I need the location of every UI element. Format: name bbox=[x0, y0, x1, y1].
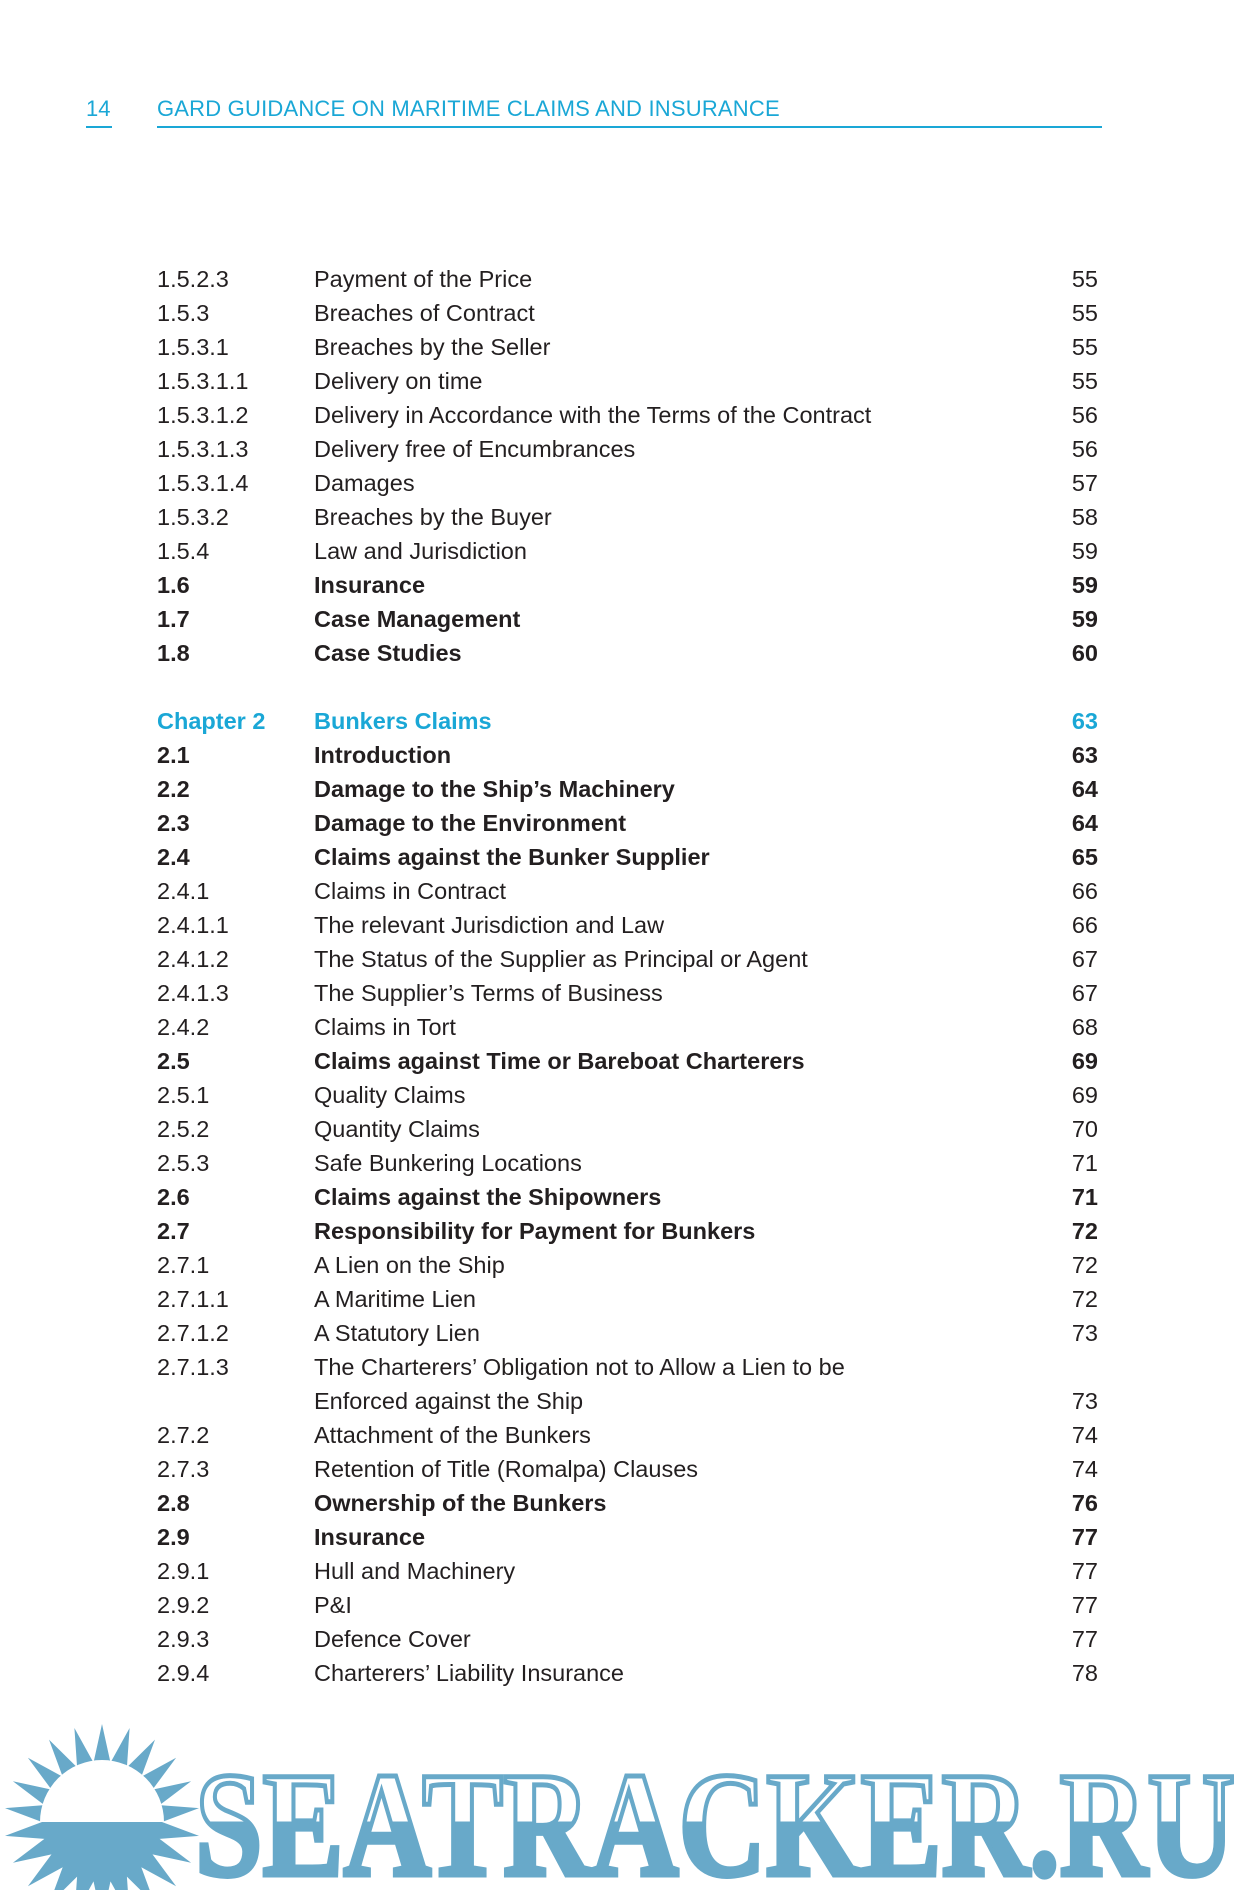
entry-number: 2.7.1 bbox=[157, 1252, 210, 1278]
entry-title: Law and Jurisdiction bbox=[314, 538, 527, 564]
entry-page: 70 bbox=[1071, 1116, 1098, 1142]
entry-page: 66 bbox=[1071, 912, 1098, 938]
toc-entry[interactable] bbox=[157, 1282, 1098, 1316]
entry-page: 78 bbox=[1071, 1660, 1098, 1686]
toc-entry[interactable] bbox=[157, 1112, 1098, 1146]
entry-page: 71 bbox=[1071, 1150, 1098, 1176]
entry-number: 1.5.3.1.4 bbox=[157, 470, 249, 496]
entry-page: 77 bbox=[1071, 1626, 1098, 1652]
entry-page: 60 bbox=[1071, 640, 1098, 666]
toc-entry[interactable] bbox=[157, 908, 1098, 942]
entry-page: 77 bbox=[1071, 1592, 1098, 1618]
entry-title: Payment of the Price bbox=[314, 266, 533, 292]
section-gap bbox=[157, 670, 1098, 704]
entry-title: Insurance bbox=[314, 1524, 426, 1550]
entry-number: 2.5.2 bbox=[157, 1116, 210, 1142]
entry-title: Defence Cover bbox=[314, 1626, 471, 1652]
toc-entry[interactable] bbox=[157, 1214, 1098, 1248]
toc-entry[interactable] bbox=[157, 1554, 1098, 1588]
entry-title: Delivery in Accordance with the Terms of the Contract bbox=[314, 402, 872, 428]
toc-entry[interactable] bbox=[157, 262, 1098, 296]
entry-page: 64 bbox=[1071, 776, 1098, 802]
chapter-page: 63 bbox=[1071, 708, 1098, 734]
entry-number: 1.7 bbox=[157, 606, 190, 632]
entry-title: Claims against Time or Bareboat Charterers bbox=[314, 1048, 805, 1074]
entry-title: Case Management bbox=[314, 606, 521, 632]
entry-number: 2.4.1.2 bbox=[157, 946, 229, 972]
entry-number: 2.9.4 bbox=[157, 1660, 210, 1686]
entry-number: 2.4.1 bbox=[157, 878, 210, 904]
entry-title: A Lien on the Ship bbox=[314, 1252, 505, 1278]
entry-number: 2.6 bbox=[157, 1184, 190, 1210]
entry-number: 2.7.1.1 bbox=[157, 1286, 229, 1312]
entry-number: 2.1 bbox=[157, 742, 190, 768]
entry-number: 2.5.1 bbox=[157, 1082, 210, 1108]
entry-page: 63 bbox=[1071, 742, 1098, 768]
entry-title: Delivery free of Encumbrances bbox=[314, 436, 636, 462]
entry-title: A Statutory Lien bbox=[314, 1320, 480, 1346]
entry-page: 68 bbox=[1071, 1014, 1098, 1040]
entry-page: 69 bbox=[1071, 1082, 1098, 1108]
entry-page: 57 bbox=[1071, 470, 1098, 496]
entry-page: 71 bbox=[1071, 1184, 1098, 1210]
entry-title: Quantity Claims bbox=[314, 1116, 480, 1142]
entry-number: 2.4.1.1 bbox=[157, 912, 229, 938]
entry-number: 1.5.3.1.1 bbox=[157, 368, 249, 394]
entry-number: 2.7.2 bbox=[157, 1422, 210, 1448]
toc-entry[interactable] bbox=[157, 1452, 1098, 1486]
entry-number: 1.8 bbox=[157, 640, 190, 666]
entry-title: Breaches by the Seller bbox=[314, 334, 551, 360]
table-of-contents bbox=[157, 262, 1098, 1690]
toc-entry[interactable] bbox=[157, 602, 1098, 636]
toc-entry[interactable] bbox=[157, 1078, 1098, 1112]
entry-title: Responsibility for Payment for Bunkers bbox=[314, 1218, 756, 1244]
chapter-heading[interactable] bbox=[157, 704, 1098, 738]
entry-title: Insurance bbox=[314, 572, 426, 598]
entry-title: The relevant Jurisdiction and Law bbox=[314, 912, 665, 938]
toc-entry[interactable] bbox=[157, 1248, 1098, 1282]
entry-title: Claims in Tort bbox=[314, 1014, 456, 1040]
toc-entry[interactable] bbox=[157, 942, 1098, 976]
entry-page: 72 bbox=[1071, 1218, 1098, 1244]
entry-title: Ownership of the Bunkers bbox=[314, 1490, 607, 1516]
toc-entry[interactable] bbox=[157, 466, 1098, 500]
entry-title: Damage to the Environment bbox=[314, 810, 627, 836]
entry-page: 59 bbox=[1071, 606, 1098, 632]
entry-page: 55 bbox=[1071, 334, 1098, 360]
entry-page: 74 bbox=[1071, 1456, 1098, 1482]
entry-page: 73 bbox=[1071, 1388, 1098, 1414]
entry-title: Damages bbox=[314, 470, 415, 496]
entry-title: The Supplier’s Terms of Business bbox=[314, 980, 663, 1006]
toc-entry[interactable] bbox=[157, 1010, 1098, 1044]
entry-number: 2.4 bbox=[157, 844, 190, 870]
entry-title: Introduction bbox=[314, 742, 452, 768]
entry-page: 59 bbox=[1071, 572, 1098, 598]
entry-page: 66 bbox=[1071, 878, 1098, 904]
entry-page: 72 bbox=[1071, 1252, 1098, 1278]
entry-number: 2.5.3 bbox=[157, 1150, 210, 1176]
entry-page: 64 bbox=[1071, 810, 1098, 836]
entry-page: 55 bbox=[1071, 300, 1098, 326]
toc-section-chapter-2 bbox=[157, 738, 1098, 1690]
toc-entry[interactable] bbox=[157, 772, 1098, 806]
entry-title: A Maritime Lien bbox=[314, 1286, 476, 1312]
entry-title: Hull and Machinery bbox=[314, 1558, 516, 1584]
toc-entry[interactable] bbox=[157, 1520, 1098, 1554]
entry-number: 2.9.2 bbox=[157, 1592, 210, 1618]
entry-title: Quality Claims bbox=[314, 1082, 466, 1108]
entry-title: Damage to the Ship’s Machinery bbox=[314, 776, 675, 802]
toc-entry[interactable] bbox=[157, 874, 1098, 908]
toc-entry[interactable] bbox=[157, 806, 1098, 840]
page-number-underline bbox=[86, 126, 112, 128]
entry-page: 55 bbox=[1071, 266, 1098, 292]
entry-number: 1.5.3.1 bbox=[157, 334, 229, 360]
entry-title: Breaches by the Buyer bbox=[314, 504, 552, 530]
entry-title: Safe Bunkering Locations bbox=[314, 1150, 582, 1176]
entry-title: Enforced against the Ship bbox=[314, 1388, 584, 1414]
toc-entry[interactable] bbox=[157, 330, 1098, 364]
toc-entry[interactable] bbox=[157, 1622, 1098, 1656]
entry-title: Delivery on time bbox=[314, 368, 483, 394]
entry-number: 2.3 bbox=[157, 810, 190, 836]
toc-entry[interactable] bbox=[157, 1588, 1098, 1622]
seatracker-watermark bbox=[0, 1710, 1260, 1890]
toc-entry[interactable] bbox=[157, 534, 1098, 568]
toc-entry[interactable] bbox=[157, 1350, 1098, 1384]
toc-entry[interactable] bbox=[157, 1418, 1098, 1452]
entry-page: 56 bbox=[1071, 402, 1098, 428]
entry-page: 59 bbox=[1071, 538, 1098, 564]
entry-number: 2.9 bbox=[157, 1524, 190, 1550]
entry-number: 2.7 bbox=[157, 1218, 190, 1244]
toc-entry[interactable] bbox=[157, 1146, 1098, 1180]
entry-number: 2.7.1.3 bbox=[157, 1354, 229, 1380]
toc-entry[interactable] bbox=[157, 1180, 1098, 1214]
entry-page: 72 bbox=[1071, 1286, 1098, 1312]
entry-number: 2.9.3 bbox=[157, 1626, 210, 1652]
entry-number: 1.6 bbox=[157, 572, 190, 598]
entry-number: 1.5.3.1.2 bbox=[157, 402, 249, 428]
toc-entry[interactable] bbox=[157, 1486, 1098, 1520]
toc-entry[interactable] bbox=[157, 636, 1098, 670]
toc-entry[interactable] bbox=[157, 296, 1098, 330]
entry-page: 65 bbox=[1071, 844, 1098, 870]
entry-title: Attachment of the Bunkers bbox=[314, 1422, 591, 1448]
chapter-title: Bunkers Claims bbox=[314, 708, 492, 734]
entry-number: 1.5.4 bbox=[157, 538, 210, 564]
toc-entry[interactable] bbox=[157, 398, 1098, 432]
entry-number: 1.5.3 bbox=[157, 300, 210, 326]
running-header-title: GARD GUIDANCE ON MARITIME CLAIMS AND INSURANCE bbox=[157, 96, 780, 121]
entry-page: 74 bbox=[1071, 1422, 1098, 1448]
toc-entry[interactable] bbox=[157, 840, 1098, 874]
entry-number: 2.4.2 bbox=[157, 1014, 210, 1040]
toc-entry[interactable] bbox=[157, 432, 1098, 466]
entry-title: Breaches of Contract bbox=[314, 300, 535, 326]
entry-page: 73 bbox=[1071, 1320, 1098, 1346]
entry-number: 2.2 bbox=[157, 776, 190, 802]
entry-number: 1.5.2.3 bbox=[157, 266, 229, 292]
toc-entry[interactable] bbox=[157, 500, 1098, 534]
page-number: 14 bbox=[86, 96, 111, 121]
entry-page: 77 bbox=[1071, 1558, 1098, 1584]
entry-number: 2.8 bbox=[157, 1490, 190, 1516]
sun-logo-icon bbox=[5, 1724, 199, 1890]
entry-page: 58 bbox=[1071, 504, 1098, 530]
entry-title: The Status of the Supplier as Principal or Agent bbox=[314, 946, 808, 972]
toc-entry[interactable] bbox=[157, 738, 1098, 772]
toc-entry[interactable] bbox=[157, 1384, 1098, 1418]
entry-title: Charterers’ Liability Insurance bbox=[314, 1660, 624, 1686]
watermark-text: SEATRACKER.RU bbox=[195, 1742, 1235, 1890]
entry-number: 2.5 bbox=[157, 1048, 190, 1074]
header-rule bbox=[157, 126, 1102, 128]
entry-page: 67 bbox=[1071, 980, 1098, 1006]
toc-entry[interactable] bbox=[157, 364, 1098, 398]
entry-title: Claims in Contract bbox=[314, 878, 506, 904]
entry-title: Retention of Title (Romalpa) Clauses bbox=[314, 1456, 699, 1482]
entry-page: 55 bbox=[1071, 368, 1098, 394]
toc-entry[interactable] bbox=[157, 1044, 1098, 1078]
entry-title: Claims against the Shipowners bbox=[314, 1184, 662, 1210]
entry-page: 67 bbox=[1071, 946, 1098, 972]
entry-number: 1.5.3.1.3 bbox=[157, 436, 249, 462]
entry-number: 2.4.1.3 bbox=[157, 980, 229, 1006]
entry-title: P&I bbox=[314, 1592, 352, 1618]
entry-number: 2.7.3 bbox=[157, 1456, 210, 1482]
toc-entry[interactable] bbox=[157, 568, 1098, 602]
entry-number: 2.7.1.2 bbox=[157, 1320, 229, 1346]
entry-title: Claims against the Bunker Supplier bbox=[314, 844, 710, 870]
toc-entry[interactable] bbox=[157, 1316, 1098, 1350]
chapter-number: Chapter 2 bbox=[157, 708, 266, 734]
entry-number: 2.9.1 bbox=[157, 1558, 210, 1584]
entry-page: 77 bbox=[1071, 1524, 1098, 1550]
entry-page: 69 bbox=[1071, 1048, 1098, 1074]
entry-title: Case Studies bbox=[314, 640, 462, 666]
toc-entry[interactable] bbox=[157, 1656, 1098, 1690]
toc-entry[interactable] bbox=[157, 976, 1098, 1010]
entry-number: 1.5.3.2 bbox=[157, 504, 229, 530]
toc-section-chapter-1 bbox=[157, 262, 1098, 670]
entry-title: The Charterers’ Obligation not to Allow a Lien to be bbox=[314, 1354, 845, 1380]
entry-page: 76 bbox=[1071, 1490, 1098, 1516]
entry-page: 56 bbox=[1071, 436, 1098, 462]
